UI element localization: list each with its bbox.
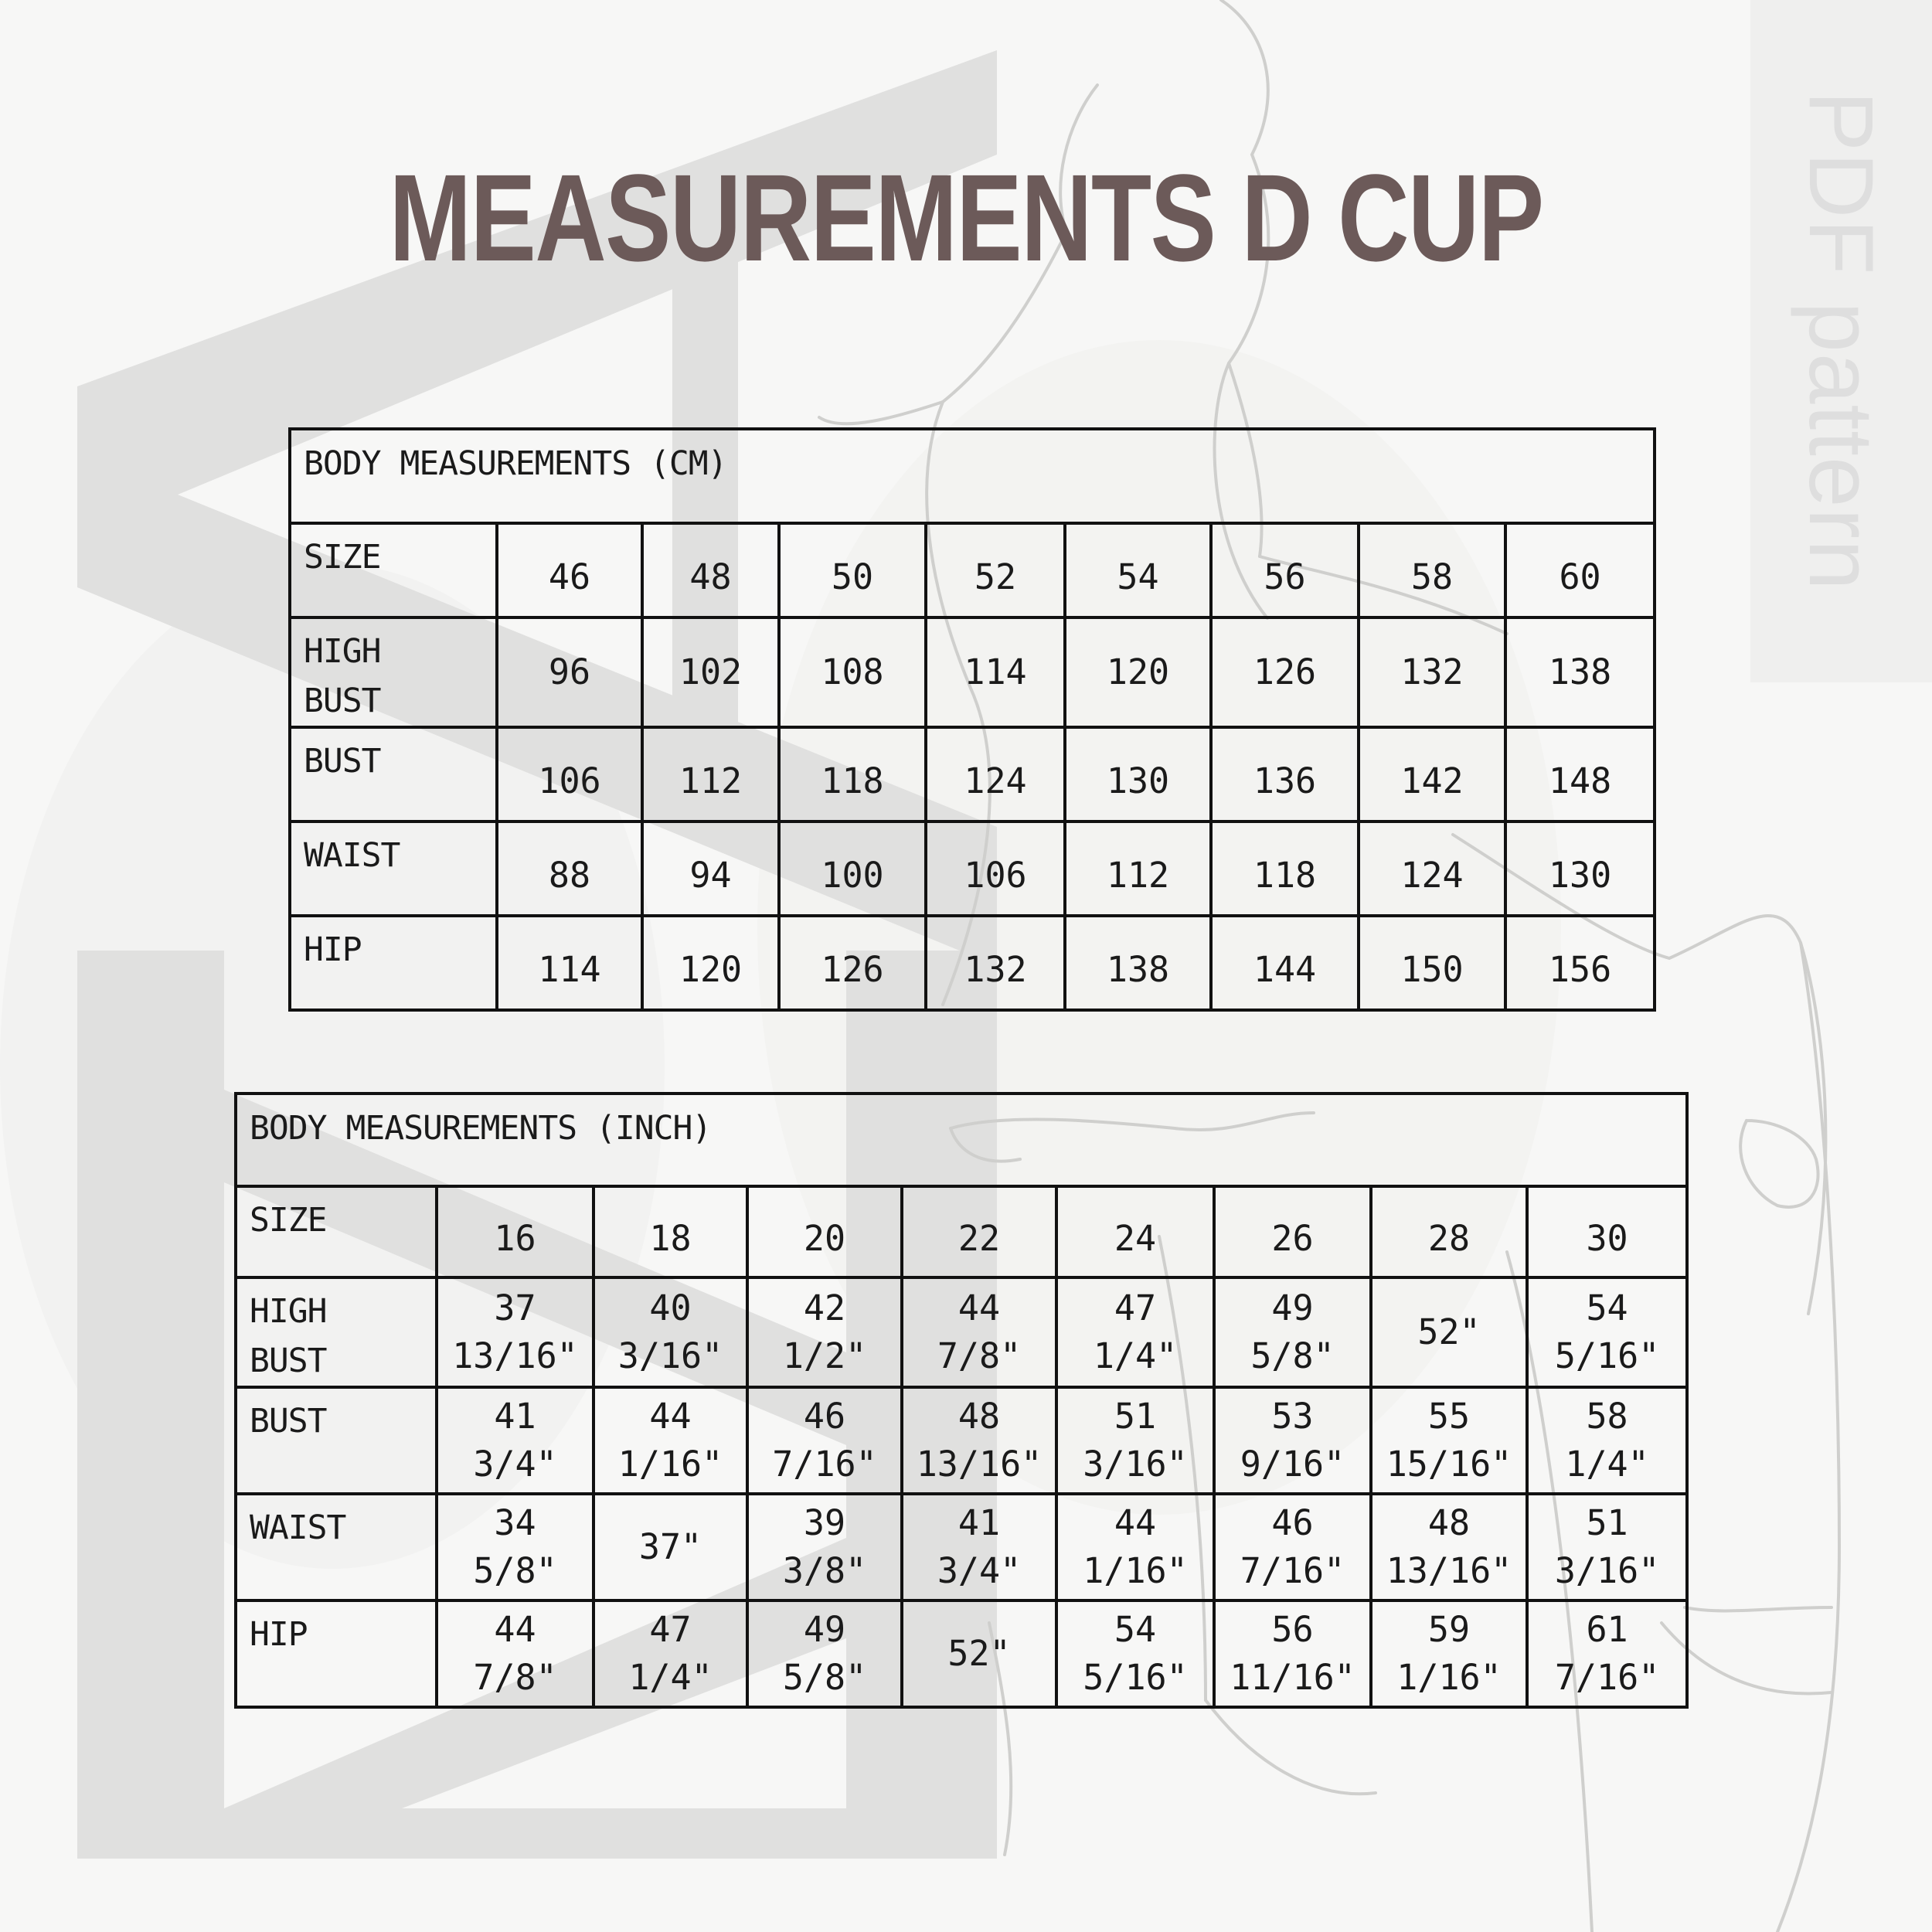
- measurement-cell: 52": [902, 1600, 1056, 1707]
- measurement-cell: 132: [926, 916, 1065, 1010]
- measurement-cell: 41 3/4": [902, 1494, 1056, 1600]
- measurement-cell: 126: [779, 916, 926, 1010]
- measurement-cell: 44 1/16": [1056, 1494, 1214, 1600]
- page-title: MEASUREMENTS D CUP: [389, 148, 1543, 287]
- measurement-cell: 56 11/16": [1214, 1600, 1371, 1707]
- measurement-cell: 138: [1065, 916, 1211, 1010]
- size-cell: 48: [642, 523, 779, 617]
- measurement-cell: 124: [926, 727, 1065, 821]
- measurement-cell: 138: [1505, 617, 1655, 727]
- size-cell: 50: [779, 523, 926, 617]
- measurement-cell: 112: [642, 727, 779, 821]
- measurement-cell: 130: [1505, 821, 1655, 916]
- size-cell: 46: [497, 523, 642, 617]
- measurement-cell: 61 7/16": [1527, 1600, 1687, 1707]
- size-cell: 22: [902, 1186, 1056, 1277]
- measurement-cell: 48 13/16": [902, 1387, 1056, 1494]
- size-cell: 52: [926, 523, 1065, 617]
- measurement-cell: 46 7/16": [747, 1387, 902, 1494]
- measurement-cell: 46 7/16": [1214, 1494, 1371, 1600]
- measurement-cell: 34 5/8": [437, 1494, 594, 1600]
- size-cell: 60: [1505, 523, 1655, 617]
- measurement-cell: 114: [497, 916, 642, 1010]
- size-cell: 30: [1527, 1186, 1687, 1277]
- measurement-cell: 49 5/8": [747, 1600, 902, 1707]
- measurement-cell: 55 15/16": [1371, 1387, 1527, 1494]
- measurement-cell: 37": [594, 1494, 747, 1600]
- measurement-cell: 118: [1211, 821, 1359, 916]
- size-cell: 58: [1359, 523, 1505, 617]
- measurement-cell: 52": [1371, 1277, 1527, 1387]
- row-label-bust: BUST: [236, 1387, 437, 1494]
- measurement-cell: 42 1/2": [747, 1277, 902, 1387]
- row-label-high-bust: HIGH BUST: [290, 617, 497, 727]
- measurement-cell: 88: [497, 821, 642, 916]
- row-label-hip: HIP: [290, 916, 497, 1010]
- row-label-waist: WAIST: [236, 1494, 437, 1600]
- row-label-waist: WAIST: [290, 821, 497, 916]
- measurement-cell: 132: [1359, 617, 1505, 727]
- measurement-cell: 37 13/16": [437, 1277, 594, 1387]
- measurement-cell: 49 5/8": [1214, 1277, 1371, 1387]
- measurement-cell: 54 5/16": [1527, 1277, 1687, 1387]
- size-cell: 18: [594, 1186, 747, 1277]
- row-label-size: SIZE: [290, 523, 497, 617]
- measurement-cell: 112: [1065, 821, 1211, 916]
- measurement-cell: 144: [1211, 916, 1359, 1010]
- measurement-cell: 94: [642, 821, 779, 916]
- measurement-cell: 58 1/4": [1527, 1387, 1687, 1494]
- measurement-cell: 120: [642, 916, 779, 1010]
- row-label-hip: HIP: [236, 1600, 437, 1707]
- size-cell: 26: [1214, 1186, 1371, 1277]
- size-cell: 54: [1065, 523, 1211, 617]
- measurement-cell: 118: [779, 727, 926, 821]
- pdf-pattern-label: PDF pattern: [1790, 90, 1892, 591]
- measurement-cell: 51 3/16": [1056, 1387, 1214, 1494]
- size-cell: 24: [1056, 1186, 1214, 1277]
- size-cell: 56: [1211, 523, 1359, 617]
- measurement-cell: 54 5/16": [1056, 1600, 1214, 1707]
- measurement-cell: 114: [926, 617, 1065, 727]
- measurement-cell: 124: [1359, 821, 1505, 916]
- measurement-cell: 47 1/4": [594, 1600, 747, 1707]
- table-caption: BODY MEASUREMENTS (INCH): [236, 1094, 1687, 1186]
- measurement-cell: 120: [1065, 617, 1211, 727]
- measurement-cell: 106: [497, 727, 642, 821]
- measurement-cell: 44 7/8": [902, 1277, 1056, 1387]
- row-label-size: SIZE: [236, 1186, 437, 1277]
- measurement-cell: 100: [779, 821, 926, 916]
- measurement-cell: 142: [1359, 727, 1505, 821]
- measurement-cell: 51 3/16": [1527, 1494, 1687, 1600]
- table-caption: BODY MEASUREMENTS (CM): [290, 429, 1655, 523]
- measurement-cell: 136: [1211, 727, 1359, 821]
- measurement-cell: 130: [1065, 727, 1211, 821]
- measurement-cell: 96: [497, 617, 642, 727]
- measurement-cell: 126: [1211, 617, 1359, 727]
- row-label-bust: BUST: [290, 727, 497, 821]
- measurement-cell: 39 3/8": [747, 1494, 902, 1600]
- size-cell: 20: [747, 1186, 902, 1277]
- size-cell: 28: [1371, 1186, 1527, 1277]
- measurement-cell: 148: [1505, 727, 1655, 821]
- measurement-cell: 108: [779, 617, 926, 727]
- measurement-cell: 102: [642, 617, 779, 727]
- measurement-cell: 40 3/16": [594, 1277, 747, 1387]
- measurement-cell: 41 3/4": [437, 1387, 594, 1494]
- row-label-high-bust: HIGH BUST: [236, 1277, 437, 1387]
- measurement-cell: 106: [926, 821, 1065, 916]
- measurement-cell: 44 7/8": [437, 1600, 594, 1707]
- measurement-cell: 44 1/16": [594, 1387, 747, 1494]
- cm-measurement-table: [288, 427, 1656, 1012]
- measurement-cell: 150: [1359, 916, 1505, 1010]
- size-cell: 16: [437, 1186, 594, 1277]
- measurement-cell: 53 9/16": [1214, 1387, 1371, 1494]
- inch-measurement-table: [234, 1092, 1689, 1709]
- measurement-cell: 48 13/16": [1371, 1494, 1527, 1600]
- measurement-cell: 59 1/16": [1371, 1600, 1527, 1707]
- measurement-cell: 47 1/4": [1056, 1277, 1214, 1387]
- measurement-cell: 156: [1505, 916, 1655, 1010]
